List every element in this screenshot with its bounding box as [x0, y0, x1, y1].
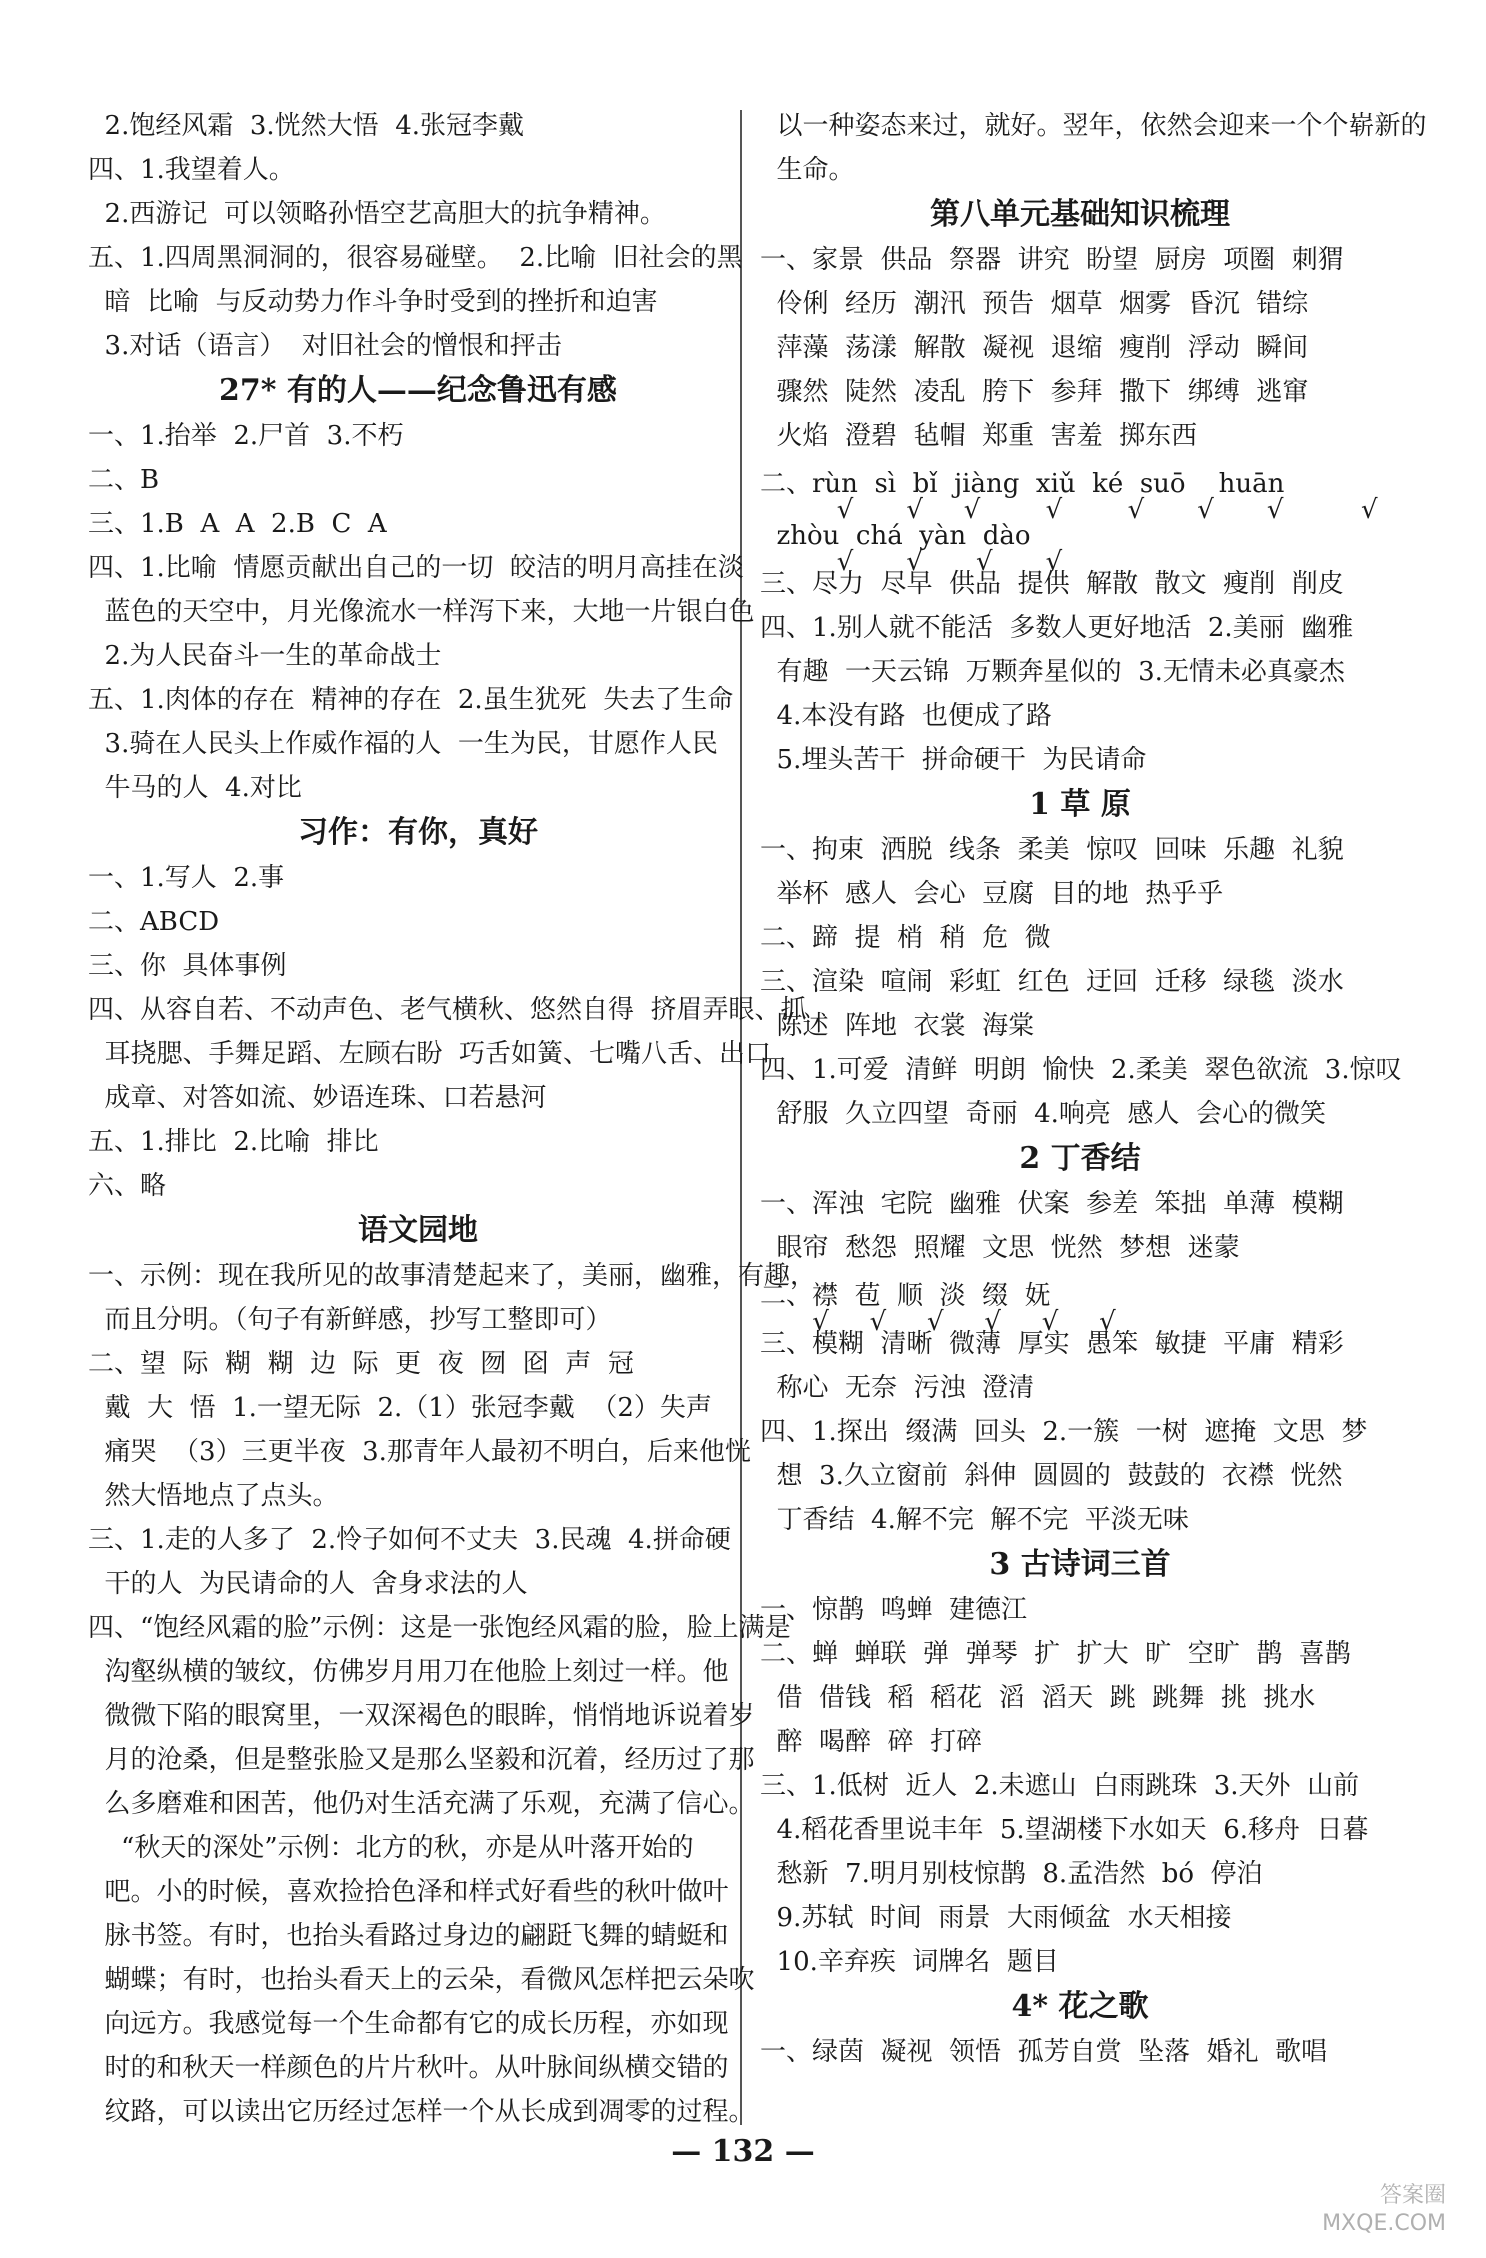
answer-line: 牛马的人 4.对比: [88, 773, 302, 803]
section-title: 习作：有你，真好: [298, 815, 538, 850]
answer-line: 吧。小的时候，喜欢捡拾色泽和样式好看些的秋叶做叶: [88, 1877, 729, 1907]
right-column: [760, 104, 1427, 2074]
answer-line: 二、蹄 提 梢 稍 危 微: [760, 923, 1051, 953]
answer-line: 四、从容自若、不动声色、老气横秋、悠然自得 挤眉弄眼、抓: [88, 995, 807, 1025]
page-number: — 132 —: [671, 2134, 815, 2169]
section-title: 3 古诗词三首: [989, 1547, 1171, 1582]
answer-line: 醉 喝醉 碎 打碎: [760, 1727, 983, 1757]
answer-line: 五、1.肉体的存在 精神的存在 2.虽生犹死 失去了生命: [88, 685, 734, 715]
watermark-line1: 答案圈: [1379, 2183, 1446, 2208]
answer-line: 萍藻 荡漾 解散 凝视 退缩 瘦削 浮动 瞬间: [760, 333, 1309, 363]
answer-line: 四、1.比喻 情愿贡献出自己的一切 皎洁的明月高挂在淡: [88, 553, 744, 583]
answer-line: 六、略: [88, 1171, 167, 1201]
answer-line: 一、示例：现在我所见的故事清楚起来了，美丽，幽雅，有趣，: [88, 1261, 817, 1291]
answer-line: 四、1.我望着人。: [88, 155, 295, 185]
answer-line: 五、1.排比 2.比喻 排比: [88, 1127, 379, 1157]
answer-line: 二、蝉 蝉联 弹 弹琴 扩 扩大 旷 空旷 鹊 喜鹊: [760, 1639, 1351, 1669]
answer-line: 么多磨难和困苦，他仍对生活充满了乐观，充满了信心。: [88, 1789, 755, 1819]
answer-line: 三、渲染 喧闹 彩虹 红色 迂回 迁移 绿毯 淡水: [760, 967, 1344, 997]
check-marks: √ √ √ √ √ √ √ √: [800, 495, 1382, 525]
answer-line: 3.对话（语言） 对旧社会的憎恨和抨击: [88, 331, 562, 361]
answer-line: 以一种姿态来过，就好。翌年，依然会迎来一个个崭新的: [760, 111, 1427, 141]
answer-line: 四、“饱经风霜的脸”示例：这是一张饱经风霜的脸，脸上满是: [88, 1613, 791, 1643]
section-title: 1 草 原: [1029, 787, 1131, 822]
answer-line: 一、1.抬举 2.尸首 3.不朽: [88, 421, 404, 451]
answer-line: 火焰 澄碧 毡帽 郑重 害羞 掷东西: [760, 421, 1198, 451]
answer-line: 蝴蝶；有时，也抬头看天上的云朵，看微风怎样把云朵吹: [88, 1965, 755, 1995]
answer-line: 成章、对答如流、妙语连珠、口若悬河: [88, 1083, 547, 1113]
answer-line: 想 3.久立窗前 斜伸 圆圆的 鼓鼓的 衣襟 恍然: [760, 1461, 1343, 1491]
answer-line: 一、浑浊 宅院 幽雅 伏案 参差 笨拙 单薄 模糊: [760, 1189, 1344, 1219]
answer-line: 二、ABCD: [88, 907, 220, 937]
answer-line: 三、1.低树 近人 2.未遮山 白雨跳珠 3.天外 山前: [760, 1771, 1360, 1801]
answer-line: 时的和秋天一样颜色的片片秋叶。从叶脉间纵横交错的: [88, 2053, 729, 2083]
pinyin-text: 二、rùn sì bǐ jiàng xiǔ ké suō huān: [760, 469, 1285, 499]
answer-line: 月的沧桑，但是整张脸又是那么坚毅和沉着，经历过了那: [88, 1745, 755, 1775]
answer-line: 然大悟地点了点头。: [88, 1481, 339, 1511]
answer-line: 10.辛弃疾 词牌名 题目: [760, 1947, 1059, 1977]
answer-line: 一、1.写人 2.事: [88, 863, 285, 893]
answer-line: 耳挠腮、手舞足蹈、左顾右盼 巧舌如簧、七嘴八舌、出口: [88, 1039, 772, 1069]
answer-line: 骤然 陡然 凌乱 胯下 参拜 撒下 绑缚 逃窜: [760, 377, 1309, 407]
answer-line: 而且分明。（句子有新鲜感，抄写工整即可）: [88, 1305, 612, 1335]
pinyin-row: [760, 510, 1400, 577]
pinyin-row: [760, 458, 1400, 525]
answer-line: 一、家景 供品 祭器 讲究 盼望 厨房 项圈 刺猬: [760, 245, 1344, 275]
answer-line: 伶俐 经历 潮汛 预告 烟草 烟雾 昏沉 错综: [760, 289, 1309, 319]
answer-line: 称心 无奈 污浊 澄清: [760, 1373, 1035, 1403]
answer-line: 纹路，可以读出它历经过怎样一个从长成到凋零的过程。: [88, 2097, 755, 2127]
answer-line: 借 借钱 稻 稻花 滔 滔天 跳 跳舞 挑 挑水: [760, 1683, 1316, 1713]
answer-line: 陈述 阵地 衣裳 海棠: [760, 1011, 1035, 1041]
check-marks: √ √ √ √: [800, 547, 1067, 577]
pinyin-text: zhòu chá yàn dào: [760, 521, 1031, 551]
section-title: 第八单元基础知识梳理: [930, 197, 1230, 232]
watermark-line2: MXQE.COM: [1322, 2211, 1446, 2236]
answer-line: 2.饱经风霜 3.恍然大悟 4.张冠李戴: [88, 111, 525, 141]
answer-line: 三、模糊 清晰 微薄 厚实 愚笨 敏捷 平庸 精彩: [760, 1329, 1344, 1359]
answer-line: 痛哭 （3）三更半夜 3.那青年人最初不明白，后来他恍: [88, 1437, 751, 1467]
answer-line: 舒服 久立四望 奇丽 4.响亮 感人 会心的微笑: [760, 1099, 1326, 1129]
answer-line: 四、1.探出 缀满 回头 2.一簇 一树 遮掩 文思 梦: [760, 1417, 1368, 1447]
answer-line: 丁香结 4.解不完 解不完 平淡无味: [760, 1505, 1189, 1535]
answer-line: 2.西游记 可以领略孙悟空艺高胆大的抗争精神。: [88, 199, 666, 229]
check-marks: √ √ √ √ √ √: [800, 1307, 1120, 1337]
answer-line: 眼帘 愁怨 照耀 文思 恍然 梦想 迷蒙: [760, 1233, 1240, 1263]
answer-line: 二、望 际 糊 糊 边 际 更 夜 囫 囵 声 冠: [88, 1349, 634, 1379]
section-title: 27* 有的人——纪念鲁迅有感: [219, 373, 617, 408]
answer-line: “秋天的深处”示例：北方的秋，亦是从叶落开始的: [88, 1833, 694, 1863]
answer-line: 沟壑纵横的皱纹，仿佛岁月用刀在他脸上刻过一样。他: [88, 1657, 729, 1687]
answer-line: 脉书签。有时，也抬头看路过身边的翩跹飞舞的蜻蜓和: [88, 1921, 729, 1951]
answer-line: 暗 比喻 与反动势力作斗争时受到的挫折和迫害: [88, 287, 658, 317]
section-title: 4* 花之歌: [1011, 1989, 1149, 2024]
answer-line: 9.苏轼 时间 雨景 大雨倾盆 水天相接: [760, 1903, 1232, 1933]
answer-line: 一、惊鹊 鸣蝉 建德江: [760, 1595, 1028, 1625]
answer-line: 4.本没有路 也便成了路: [760, 701, 1052, 731]
answer-line: 愁新 7.明月别枝惊鹊 8.孟浩然 bó 停泊: [760, 1859, 1263, 1889]
pinyin-row: [760, 1270, 1400, 1337]
answer-line: 5.埋头苦干 拼命硬干 为民请命: [760, 745, 1147, 775]
section-title: 2 丁香结: [1019, 1141, 1141, 1176]
answer-line: 五、1.四周黑洞洞的，很容易碰壁。 2.比喻 旧社会的黑: [88, 243, 743, 273]
answer-line: 4.稻花香里说丰年 5.望湖楼下水如天 6.移舟 日暮: [760, 1815, 1369, 1845]
answer-line: 生命。: [760, 155, 855, 185]
pinyin-text: 二、襟 苞 顺 淡 缀 妩: [760, 1281, 1051, 1311]
answer-line: 三、你 具体事例: [88, 951, 287, 981]
watermark: [1322, 2182, 1446, 2238]
answer-line: 蓝色的天空中，月光像流水一样泻下来，大地一片银白色: [88, 597, 755, 627]
answer-line: 向远方。我感觉每一个生命都有它的成长历程，亦如现: [88, 2009, 729, 2039]
section-title: 语文园地: [358, 1213, 478, 1248]
answer-line: 四、1.别人就不能活 多数人更好地活 2.美丽 幽雅: [760, 613, 1354, 643]
answer-line: 有趣 一天云锦 万颗奔星似的 3.无情未必真豪杰: [760, 657, 1345, 687]
left-column: [88, 104, 817, 2134]
answer-line: 微微下陷的眼窝里，一双深褐色的眼眸，悄悄地诉说着岁: [88, 1701, 755, 1731]
answer-line: 二、B: [88, 465, 160, 495]
answer-line: 戴 大 悟 1.一望无际 2.（1）张冠李戴 （2）失声: [88, 1393, 712, 1423]
answer-line: 四、1.可爱 清鲜 明朗 愉快 2.柔美 翠色欲流 3.惊叹: [760, 1055, 1402, 1085]
answer-line: 2.为人民奋斗一生的革命战士: [88, 641, 442, 671]
answer-line: 一、拘束 洒脱 线条 柔美 惊叹 回味 乐趣 礼貌: [760, 835, 1344, 865]
answer-line: 三、尽力 尽早 供品 提供 解散 散文 瘦削 削皮: [760, 569, 1344, 599]
answer-line: 干的人 为民请命的人 舍身求法的人: [88, 1569, 528, 1599]
answer-line: 三、1.B A A 2.B C A: [88, 509, 387, 539]
answer-line: 举杯 感人 会心 豆腐 目的地 热乎乎: [760, 879, 1224, 909]
answer-line: 三、1.走的人多了 2.怜子如何不丈夫 3.民魂 4.拼命硬: [88, 1525, 731, 1555]
answer-line: 3.骑在人民头上作威作福的人 一生为民，甘愿作人民: [88, 729, 718, 759]
answer-line: 一、绿茵 凝视 领悟 孤芳自赏 坠落 婚礼 歌唱: [760, 2037, 1328, 2067]
